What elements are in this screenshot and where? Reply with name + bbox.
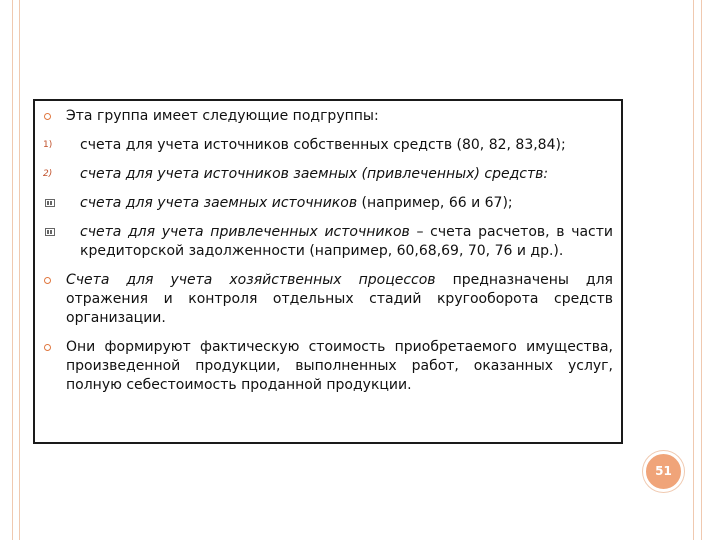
box-bullet-icon: [45, 199, 55, 207]
bullet-item-cost: [43, 338, 613, 395]
content-box: [33, 99, 623, 444]
circle-bullet-icon: [44, 113, 51, 120]
circle-bullet-icon: [44, 344, 51, 351]
bullet-item-intro: [43, 107, 613, 126]
page-number-badge: 51: [643, 451, 684, 492]
item-emphasis: счета для учета заемных источников: [80, 195, 358, 211]
item-text: счета для учета источников собственных средств (80, 82, 83,84);: [80, 137, 566, 153]
right-border-decoration: [693, 0, 702, 540]
sub-item-attracted: [43, 223, 613, 261]
list-number: 2): [43, 169, 53, 179]
left-border-decoration: [12, 0, 20, 540]
bullet-item-processes: [43, 271, 613, 328]
item-text: Эта группа имеет следующие подгруппы:: [66, 108, 379, 124]
sub-item-borrowed: [43, 194, 613, 213]
item-text: – счета расчетов, в части кредиторской задолженности (например, 60,68,69, 70, 76 и др.).: [80, 224, 613, 259]
numbered-item-2: [43, 165, 613, 184]
circle-bullet-icon: [44, 277, 51, 284]
item-emphasis: Счета для учета хозяйственных процессов: [66, 272, 436, 288]
box-bullet-icon: [45, 228, 55, 236]
numbered-item-1: [43, 136, 613, 155]
item-text: предназначены для отражения и контроля отдельных стадий кругооборота средств организации.: [66, 272, 613, 326]
list-number: 1): [43, 140, 53, 150]
item-text: (например, 66 и 67);: [357, 195, 513, 211]
item-text: Они формируют фактическую стоимость приобретаемого имущества, произведенной продукции, выполненных работ, оказанных услуг, полную себестоимость проданной продукции.: [66, 339, 613, 393]
item-emphasis: счета для учета привлеченных источников: [80, 224, 410, 240]
item-text: счета для учета источников заемных (привлеченных) средств:: [80, 166, 549, 182]
